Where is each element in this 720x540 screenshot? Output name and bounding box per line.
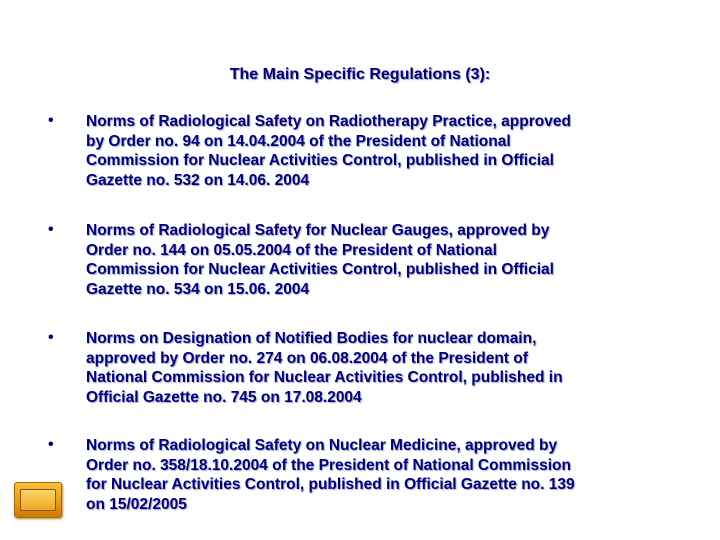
bullet: • (48, 329, 54, 346)
list-item-text: Norms of Radiological Safety on Radiotherapy Practice, approved by Order no. 94 on 14.04.2004 of the President of National Commission for Nuclear Activities Control, published in Official Gazette no. 532 on 14.06. 2004 (86, 113, 571, 189)
list-item-text: Norms on Designation of Notified Bodies for nuclear domain, approved by Order no. 274 on 06.08.2004 of the President of National Commission for Nuclear Activities Control, published in Official Gazette no. 745 on 17.08.2004 (86, 330, 563, 406)
bullet: • (48, 436, 54, 453)
logo-inner-icon (20, 489, 56, 511)
bullet: • (48, 112, 54, 129)
bullet: • (48, 221, 54, 238)
list-item-text: Norms of Radiological Safety for Nuclear Gauges, approved by Order no. 144 on 05.05.2004 of the President of National Commission for Nuclear Activities Control, published in Official Gazette no. 534 on 15.06. 2004 (86, 222, 554, 298)
logo-button-icon[interactable] (14, 482, 62, 518)
list-item-text: Norms of Radiological Safety on Nuclear Medicine, approved by Order no. 358/18.10.2004 of the President of National Commission for Nuclear Activities Control, published in Official Gazette no. 139 on 15/02/2005 (86, 437, 575, 513)
slide-title: The Main Specific Regulations (3): (229, 66, 491, 83)
